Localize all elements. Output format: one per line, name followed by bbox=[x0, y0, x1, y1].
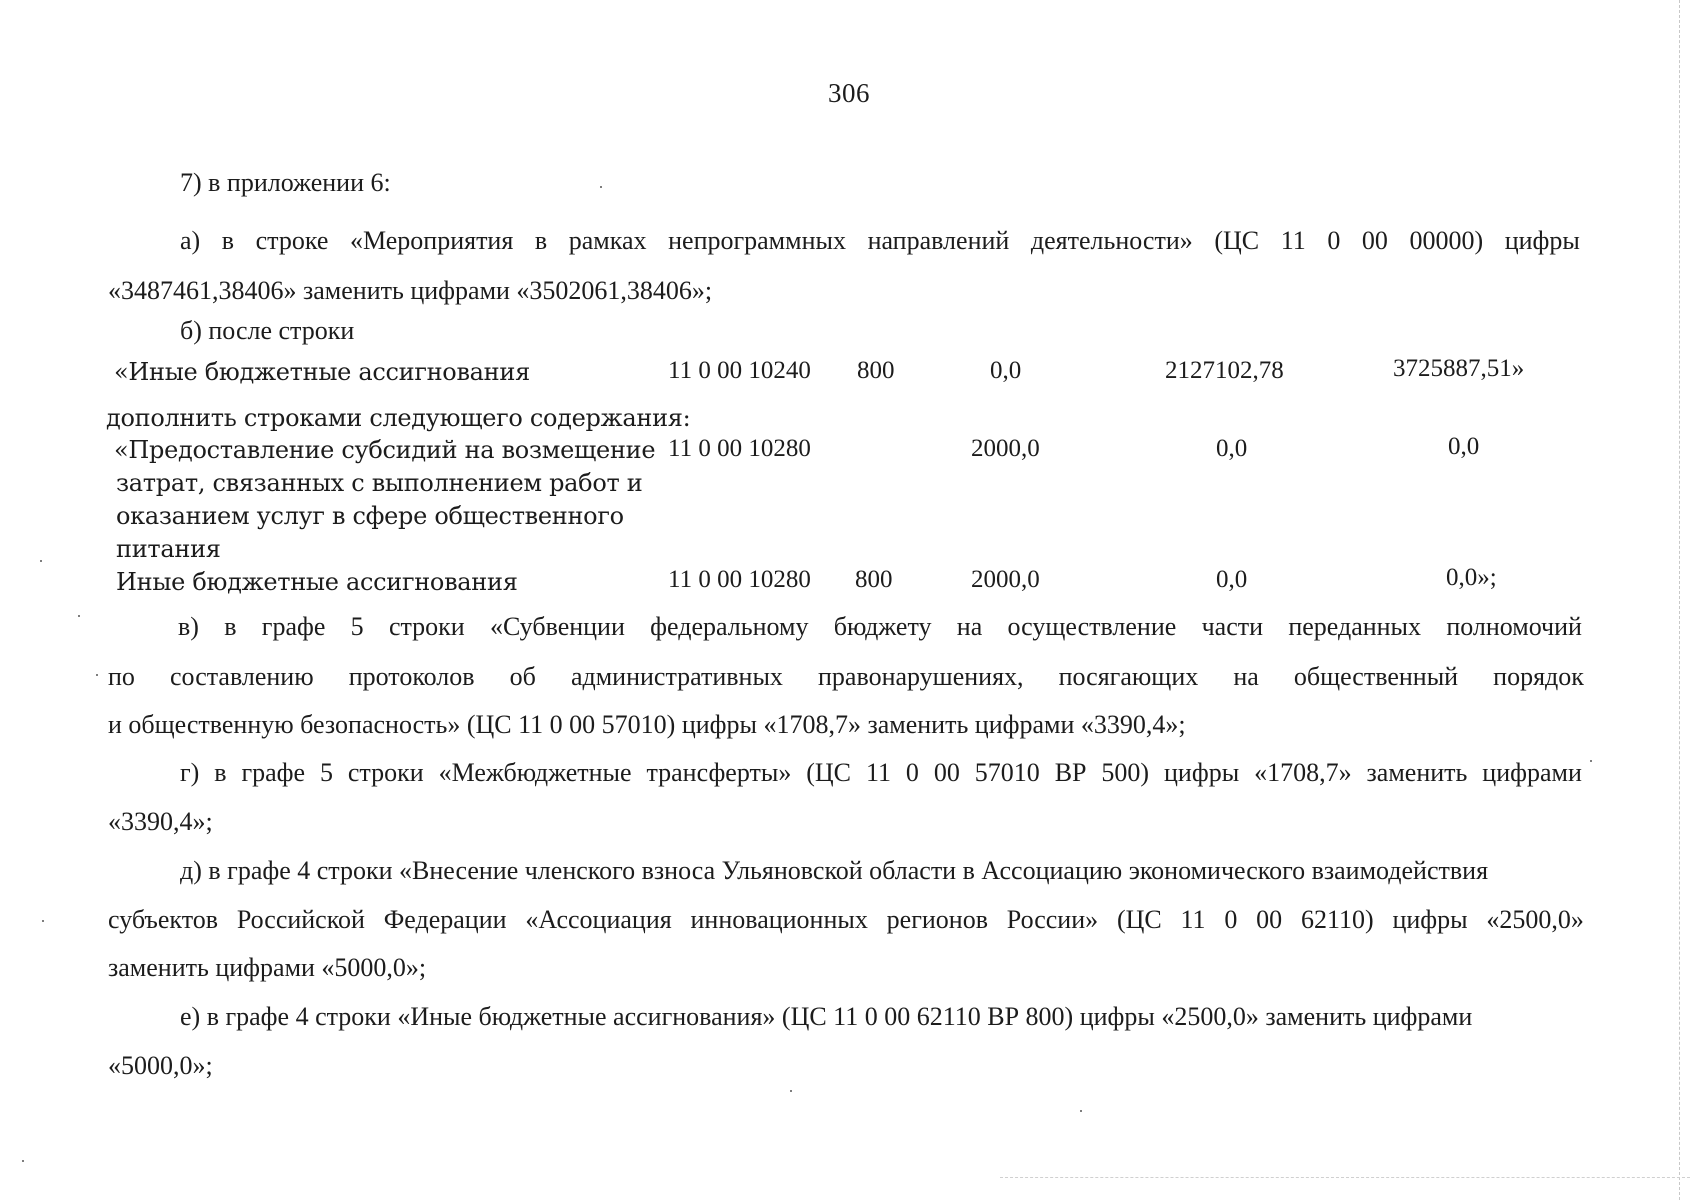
scan-speck bbox=[22, 1160, 24, 1162]
word: об bbox=[509, 662, 536, 691]
word: а) bbox=[180, 226, 201, 255]
word: графе bbox=[241, 758, 306, 787]
new-row1-cs: 11 0 00 10280 bbox=[668, 435, 811, 462]
item-7-heading: 7) в приложении 6: bbox=[180, 168, 391, 197]
word: на bbox=[956, 612, 983, 641]
word: строки bbox=[388, 612, 465, 641]
word: 11 bbox=[1180, 905, 1206, 934]
item-v-line1 bbox=[178, 612, 1582, 642]
word: цифрами bbox=[1482, 758, 1582, 787]
word: «2500,0» bbox=[1486, 905, 1584, 934]
word: «1708,7» bbox=[1254, 758, 1352, 787]
word: рамках bbox=[568, 226, 647, 255]
word: регионов bbox=[886, 905, 988, 934]
word: правонарушениях, bbox=[818, 662, 1024, 691]
row-cs: 11 0 00 10240 bbox=[668, 357, 811, 384]
word: графе bbox=[261, 612, 326, 641]
item-b-intro: б) после строки bbox=[180, 316, 355, 345]
item-d-line2 bbox=[108, 905, 1584, 935]
word: по bbox=[108, 662, 135, 691]
word: общественный bbox=[1293, 662, 1459, 691]
word: бюджету bbox=[833, 612, 932, 641]
word: в bbox=[534, 226, 548, 255]
scan-speck bbox=[42, 920, 44, 922]
word: трансферты» bbox=[646, 758, 792, 787]
word: непрограммных bbox=[668, 226, 846, 255]
item-g-line2: «3390,4»; bbox=[108, 807, 213, 836]
new-row1-value-3: 0,0 bbox=[1448, 433, 1480, 460]
new-row2-name: Иные бюджетные ассигнования bbox=[116, 568, 518, 596]
word: инновационных bbox=[690, 905, 868, 934]
word: г) bbox=[180, 758, 200, 787]
page-number: 306 bbox=[828, 78, 870, 108]
word: (ЦС bbox=[1116, 905, 1162, 934]
row-value-3: 3725887,51» bbox=[1393, 355, 1525, 382]
word: 0 bbox=[905, 758, 919, 787]
new-row1-name-line3: оказанием услуг в сфере общественного bbox=[116, 502, 624, 530]
item-v-line3: и общественную безопасность» (ЦС 11 0 00 57010) цифры «1708,7» заменить цифрами «3390,4»; bbox=[108, 710, 1186, 739]
item-a-line2: «3487461,38406» заменить цифрами «3502061,38406»; bbox=[108, 276, 713, 305]
word: в bbox=[214, 758, 227, 787]
word: субъектов bbox=[108, 905, 219, 934]
new-row1-value-1: 2000,0 bbox=[971, 435, 1040, 462]
word: составлению bbox=[170, 662, 314, 691]
new-row2-cs: 11 0 00 10280 bbox=[668, 566, 811, 593]
word: 500) bbox=[1101, 758, 1150, 787]
scan-speck bbox=[1080, 1110, 1082, 1112]
word: заменить bbox=[1366, 758, 1468, 787]
word: полномочий bbox=[1446, 612, 1582, 641]
row-vr: 800 bbox=[857, 357, 895, 384]
word: 00 bbox=[933, 758, 960, 787]
word: переданных bbox=[1288, 612, 1422, 641]
word: «Субвенции bbox=[489, 612, 625, 641]
new-row1-name-line1: «Предоставление субсидий на возмещение bbox=[114, 436, 656, 464]
row-name: «Иные бюджетные ассигнования bbox=[114, 358, 530, 386]
word: порядок bbox=[1493, 662, 1584, 691]
word: 0 bbox=[1224, 905, 1238, 934]
word: на bbox=[1233, 662, 1259, 691]
row-value-2: 2127102,78 bbox=[1165, 357, 1284, 384]
item-d-line1: д) в графе 4 строки «Внесение членского взноса Ульяновской области в Ассоциацию экономического взаимодействия bbox=[180, 856, 1489, 885]
word: 00000) bbox=[1409, 226, 1484, 255]
scan-speck bbox=[1590, 760, 1592, 762]
new-row2-value-3: 0,0»; bbox=[1446, 564, 1497, 591]
item-b-supplement: дополнить строками следующего содержания: bbox=[106, 404, 691, 432]
row-value-1: 0,0 bbox=[990, 357, 1022, 384]
word: 57010 bbox=[974, 758, 1040, 787]
word: осуществление bbox=[1007, 612, 1177, 641]
new-row2-value-2: 0,0 bbox=[1216, 566, 1248, 593]
word: в bbox=[224, 612, 237, 641]
word: 11 bbox=[1280, 226, 1306, 255]
item-a-line1 bbox=[180, 226, 1580, 256]
new-row2-value-1: 2000,0 bbox=[971, 566, 1040, 593]
item-d-line3: заменить цифрами «5000,0»; bbox=[108, 953, 427, 982]
new-row2-vr: 800 bbox=[855, 566, 893, 593]
word: 0 bbox=[1327, 226, 1341, 255]
word: России» bbox=[1006, 905, 1099, 934]
word: «Ассоциация bbox=[525, 905, 672, 934]
word: посягающих bbox=[1058, 662, 1199, 691]
word: (ЦС bbox=[1214, 226, 1260, 255]
scan-edge-right bbox=[1677, 0, 1680, 1200]
scan-speck bbox=[40, 560, 42, 562]
word: ВР bbox=[1054, 758, 1087, 787]
word: «Межбюджетные bbox=[438, 758, 632, 787]
new-row1-value-2: 0,0 bbox=[1216, 435, 1248, 462]
word: 11 bbox=[865, 758, 891, 787]
word: административных bbox=[570, 662, 783, 691]
new-row1-name-line2: затрат, связанных с выполнением работ и bbox=[116, 469, 643, 497]
word: строке bbox=[255, 226, 329, 255]
word: цифры bbox=[1164, 758, 1240, 787]
word: протоколов bbox=[348, 662, 475, 691]
scan-edge-bottom bbox=[1000, 1177, 1690, 1178]
word: 5 bbox=[350, 612, 364, 641]
word: в) bbox=[178, 612, 199, 641]
word: строки bbox=[347, 758, 424, 787]
new-row1-name-line4: питания bbox=[116, 535, 221, 563]
scan-speck bbox=[790, 1090, 792, 1092]
item-e-line2: «5000,0»; bbox=[108, 1051, 213, 1080]
word: 00 bbox=[1256, 905, 1283, 934]
item-v-line2 bbox=[108, 662, 1584, 692]
scan-speck bbox=[96, 674, 98, 676]
word: части bbox=[1201, 612, 1264, 641]
word: направлений bbox=[867, 226, 1010, 255]
word: Федерации bbox=[383, 905, 507, 934]
word: 62110) bbox=[1300, 905, 1374, 934]
word: в bbox=[221, 226, 235, 255]
word: «Мероприятия bbox=[349, 226, 514, 255]
item-g-line1 bbox=[180, 758, 1582, 788]
word: 00 bbox=[1361, 226, 1388, 255]
word: федеральному bbox=[650, 612, 809, 641]
word: цифры bbox=[1392, 905, 1468, 934]
word: деятельности» bbox=[1030, 226, 1193, 255]
scan-speck bbox=[600, 186, 602, 188]
word: 5 bbox=[319, 758, 333, 787]
word: цифры bbox=[1504, 226, 1580, 255]
item-e-line1: е) в графе 4 строки «Иные бюджетные ассигнования» (ЦС 11 0 00 62110 ВР 800) цифры «2500,0» заменить цифрами bbox=[180, 1002, 1473, 1031]
word: (ЦС bbox=[806, 758, 852, 787]
scan-speck bbox=[78, 615, 80, 617]
word: Российской bbox=[236, 905, 365, 934]
